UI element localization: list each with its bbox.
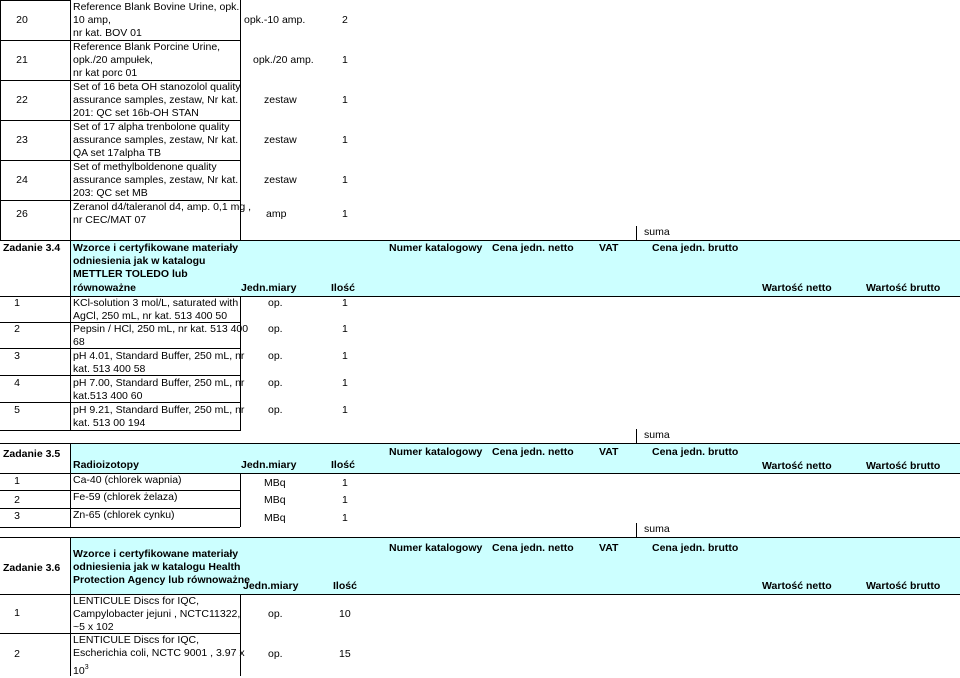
- header-unit: Jedn.miary: [241, 459, 297, 471]
- item-desc-line: assurance samples, zestaw, Nr kat.: [73, 174, 239, 186]
- item-desc-line: Zeranol d4/taleranol d4, amp. 0,1 mg ,: [73, 201, 252, 213]
- item-qty: 1: [342, 404, 348, 416]
- suma-label: suma: [644, 226, 670, 238]
- row-number: 23: [16, 134, 28, 146]
- item-qty: 1: [342, 494, 348, 506]
- row-number: 2: [14, 648, 20, 660]
- item-desc-line: Set of methylboldenone quality: [73, 161, 217, 173]
- item-unit: zestaw: [264, 134, 297, 146]
- item-qty: 1: [342, 297, 348, 309]
- item-qty: 1: [342, 134, 348, 146]
- item-unit: MBq: [264, 494, 286, 506]
- item-desc-line: opk./20 ampułek,: [73, 54, 153, 66]
- section-label: Zadanie 3.4: [3, 242, 61, 254]
- header-net-value: Wartość netto: [762, 460, 832, 472]
- item-desc-line: 203: QC set MB: [73, 187, 148, 199]
- item-qty: 1: [342, 208, 348, 220]
- item-desc-line: 10 amp,: [73, 14, 111, 26]
- item-desc-line: pH 7.00, Standard Buffer, 250 mL, nr: [73, 377, 245, 389]
- header-qty: Ilość: [333, 580, 357, 592]
- section-title-line: odniesienia jak w katalogu: [73, 255, 206, 267]
- base-text: 10: [73, 665, 85, 677]
- header-net-value: Wartość netto: [762, 580, 832, 592]
- header-gross-value: Wartość brutto: [866, 580, 941, 592]
- item-unit: op.: [268, 377, 283, 389]
- row-number: 22: [16, 94, 28, 106]
- item-desc-line: nr kat porc 01: [73, 67, 138, 79]
- item-desc-line: kat.513 400 60: [73, 390, 143, 402]
- row-number: 5: [14, 404, 20, 416]
- item-desc-line: QA set 17alpha TB: [73, 147, 161, 159]
- item-desc-line: 68: [73, 336, 85, 348]
- item-desc-line: Campylobacter jejuni , NCTC11322,: [73, 608, 241, 620]
- item-unit: op.: [268, 297, 283, 309]
- row-number: 1: [14, 607, 20, 619]
- item-qty: 1: [342, 94, 348, 106]
- suma-label: suma: [644, 523, 670, 535]
- item-qty: 1: [342, 512, 348, 524]
- row-number: 21: [16, 54, 28, 66]
- item-unit: op.: [268, 404, 283, 416]
- header-catalog: Numer katalogowy: [389, 242, 483, 254]
- header-unit: Jedn.miary: [243, 580, 299, 592]
- row-number: 3: [14, 350, 20, 362]
- item-unit: op.: [268, 608, 283, 620]
- item-desc-line: pH 9.21, Standard Buffer, 250 mL, nr: [73, 404, 245, 416]
- header-gross-value: Wartość brutto: [866, 460, 941, 472]
- item-qty: 2: [342, 14, 348, 26]
- item-unit: op.: [268, 350, 283, 362]
- item-unit: opk./20 amp.: [253, 54, 314, 66]
- item-desc-line: kat. 513 400 58: [73, 363, 146, 375]
- item-desc: Zn-65 (chlorek cynku): [73, 509, 175, 521]
- header-catalog: Numer katalogowy: [389, 542, 483, 554]
- header-gross-price: Cena jedn. brutto: [652, 542, 739, 554]
- header-gross-price: Cena jedn. brutto: [652, 242, 739, 254]
- item-desc-line: pH 4.01, Standard Buffer, 250 mL, nr: [73, 350, 245, 362]
- row-number: 3: [14, 510, 20, 522]
- item-desc-line: AgCl, 250 mL, nr kat. 513 400 50: [73, 310, 228, 322]
- section-label: Zadanie 3.6: [3, 562, 61, 574]
- item-qty: 1: [342, 174, 348, 186]
- header-vat: VAT: [599, 542, 619, 554]
- item-desc-line: kat. 513 00 194: [73, 417, 146, 429]
- section-title-line: Wzorce i certyfikowane materiały: [73, 548, 239, 560]
- item-unit: MBq: [264, 477, 286, 489]
- item-unit: op.: [268, 648, 283, 660]
- row-number: 20: [16, 14, 28, 26]
- item-desc-line: ~5 x 102: [73, 621, 114, 633]
- section-title-line: równoważne: [73, 282, 137, 294]
- header-vat: VAT: [599, 446, 619, 458]
- item-desc-line: 201: QC set 16b-OH STAN: [73, 107, 199, 119]
- section-title-line: Wzorce i certyfikowane materiały: [73, 242, 239, 254]
- header-net-price: Cena jedn. netto: [492, 542, 574, 554]
- item-desc-line: Pepsin / HCl, 250 mL, nr kat. 513 400: [73, 323, 249, 335]
- item-unit: zestaw: [264, 94, 297, 106]
- item-unit: MBq: [264, 512, 286, 524]
- header-catalog: Numer katalogowy: [389, 446, 483, 458]
- section-title: Radioizotopy: [73, 459, 139, 471]
- item-desc-line: Escherichia coli, NCTC 9001 , 3.97 x: [73, 647, 245, 659]
- item-desc-line: Reference Blank Porcine Urine,: [73, 41, 221, 53]
- row-number: 2: [14, 494, 20, 506]
- item-desc-line: nr kat. BOV 01: [73, 27, 142, 39]
- item-qty: 10: [339, 608, 351, 620]
- header-net-price: Cena jedn. netto: [492, 446, 574, 458]
- item-desc: Fe-59 (chlorek żelaza): [73, 491, 178, 503]
- header-unit: Jedn.miary: [241, 282, 297, 294]
- item-desc-line: Set of 16 beta OH stanozolol quality: [73, 81, 241, 93]
- suma-label: suma: [644, 429, 670, 441]
- header-gross-price: Cena jedn. brutto: [652, 446, 739, 458]
- header-net-price: Cena jedn. netto: [492, 242, 574, 254]
- row-number: 4: [14, 377, 20, 389]
- section-title-line: METTLER TOLEDO lub: [73, 268, 188, 280]
- row-number: 24: [16, 174, 28, 186]
- item-unit: amp: [266, 208, 287, 220]
- item-qty: 1: [342, 350, 348, 362]
- item-desc-line: assurance samples, zestaw, Nr kat.: [73, 134, 239, 146]
- item-desc-line: Reference Blank Bovine Urine, opk.: [73, 1, 240, 13]
- item-unit: op.: [268, 323, 283, 335]
- item-desc-line: [73, 661, 89, 678]
- header-qty: Ilość: [331, 282, 355, 294]
- item-unit: opk.-10 amp.: [244, 14, 306, 26]
- item-qty: 1: [342, 477, 348, 489]
- item-desc-line: LENTICULE Discs for IQC,: [73, 634, 200, 646]
- row-number: 1: [14, 297, 20, 309]
- item-desc-line: KCl-solution 3 mol/L, saturated with: [73, 297, 239, 309]
- item-desc: Ca-40 (chlorek wapnia): [73, 474, 182, 486]
- row-number: 1: [14, 475, 20, 487]
- section-title-line: Protection Agency lub równoważne: [73, 574, 250, 586]
- item-unit: zestaw: [264, 174, 297, 186]
- section-title-line: odniesienia jak w katalogu Health: [73, 561, 241, 573]
- item-desc-line: nr CEC/MAT 07: [73, 214, 147, 226]
- item-qty: 1: [342, 323, 348, 335]
- item-qty: 1: [342, 54, 348, 66]
- section-label: Zadanie 3.5: [3, 448, 61, 460]
- item-qty: 1: [342, 377, 348, 389]
- header-qty: Ilość: [331, 459, 355, 471]
- row-number: 26: [16, 208, 28, 220]
- row-number: 2: [14, 323, 20, 335]
- item-desc-line: Set of 17 alpha trenbolone quality: [73, 121, 230, 133]
- item-desc-line: LENTICULE Discs for IQC,: [73, 595, 200, 607]
- superscript: 3: [84, 664, 89, 671]
- header-gross-value: Wartość brutto: [866, 282, 941, 294]
- header-vat: VAT: [599, 242, 619, 254]
- item-desc-line: assurance samples, zestaw, Nr kat.: [73, 94, 239, 106]
- header-net-value: Wartość netto: [762, 282, 832, 294]
- item-qty: 15: [339, 648, 351, 660]
